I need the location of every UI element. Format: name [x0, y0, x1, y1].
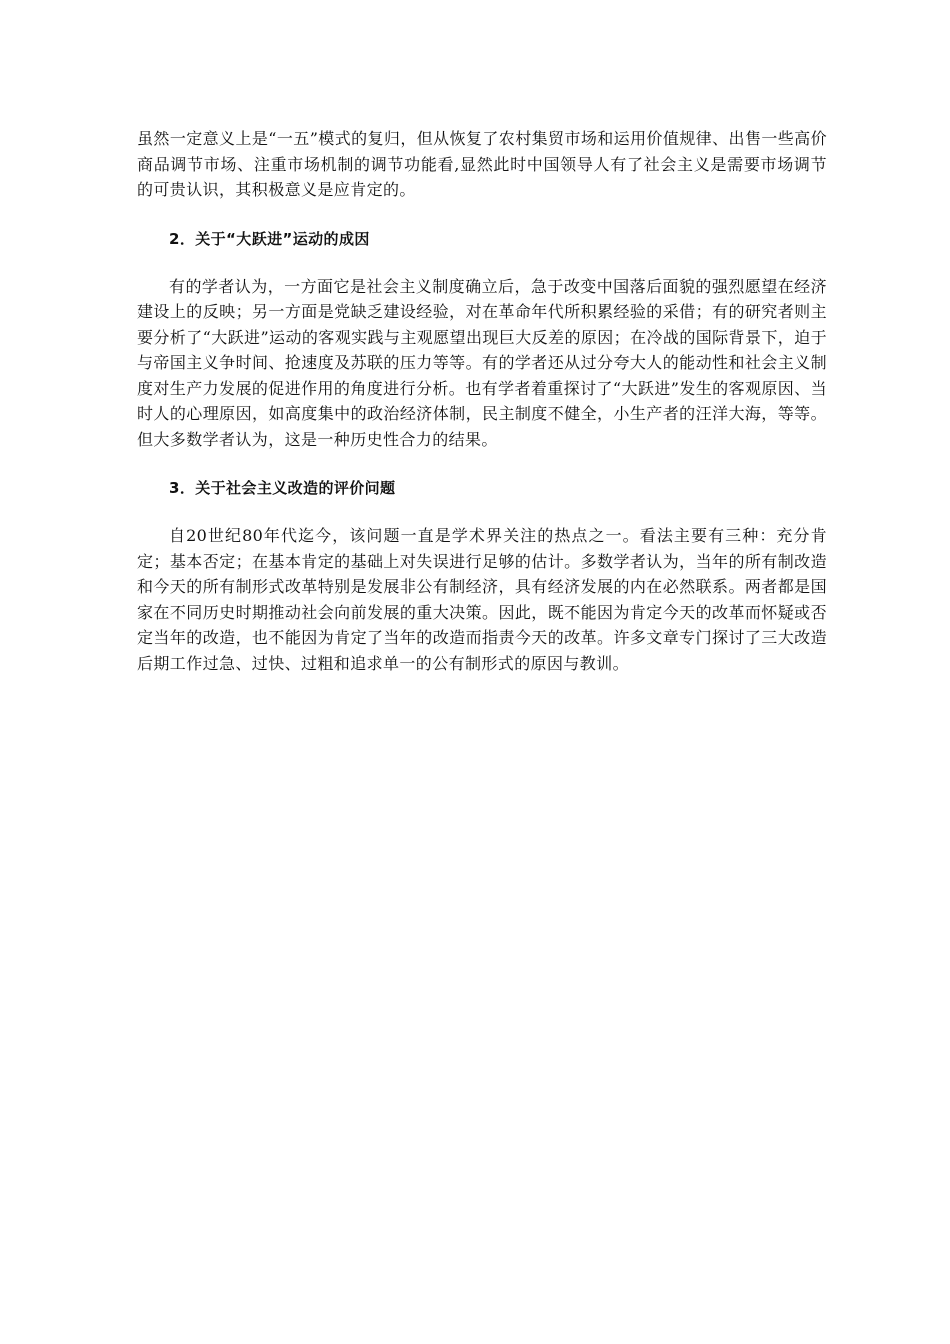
- document-body: [137, 126, 827, 676]
- section-heading-socialist-transformation: 3．关于社会主义改造的评价问题: [169, 479, 396, 497]
- paragraph-spacer: [137, 452, 827, 476]
- section-body-socialist-transformation: 自20世纪80年代迄今，该问题一直是学术界关注的热点之一。看法主要有三种：充分肯定；基本否定；在基本肯定的基础上对失误进行足够的估计。多数学者认为，当年的所有制改造和今天的所有制形式改革特别是发展非公有制经济，具有经济发展的内在必然联系。两者都是国家在不同历史时期推动社会向前发展的重大决策。因此，既不能因为肯定今天的改革而怀疑或否定当年的改造，也不能因为肯定了当年的改造而指责今天的改革。许多文章专门探讨了三大改造后期工作过急、过快、过粗和追求单一的公有制形式的原因与教训。: [137, 526, 827, 673]
- section-body-great-leap-forward: 有的学者认为，一方面它是社会主义制度确立后，急于改变中国落后面貌的强烈愿望在经济建设上的反映；另一方面是党缺乏建设经验，对在革命年代所积累经验的采借；有的研究者则主要分析了“大跃进”运动的客观实践与主观愿望出现巨大反差的原因；在冷战的国际背景下，迫于与帝国主义争时间、抢速度及苏联的压力等等。有的学者还从过分夸大人的能动性和社会主义制度对生产力发展的促进作用的角度进行分析。也有学者着重探讨了“大跃进”发生的客观原因、当时人的心理原因，如高度集中的政治经济体制，民主制度不健全，小生产者的汪洋大海，等等。但大多数学者认为，这是一种历史性合力的结果。: [137, 276, 827, 449]
- paragraph-spacer: [137, 203, 827, 227]
- paragraph-spacer: [137, 501, 827, 523]
- section-heading-great-leap-forward: 2．关于“大跃进”运动的成因: [169, 229, 370, 248]
- intro-paragraph: 虽然一定意义上是“一五”模式的复归，但从恢复了农村集贸市场和运用价值规律、出售一些高价商品调节市场、注重市场机制的调节功能看,显然此时中国领导人有了社会主义是需要市场调节的可贵认识，其积极意义是应肯定的。: [137, 129, 827, 199]
- paragraph-spacer: [137, 252, 827, 274]
